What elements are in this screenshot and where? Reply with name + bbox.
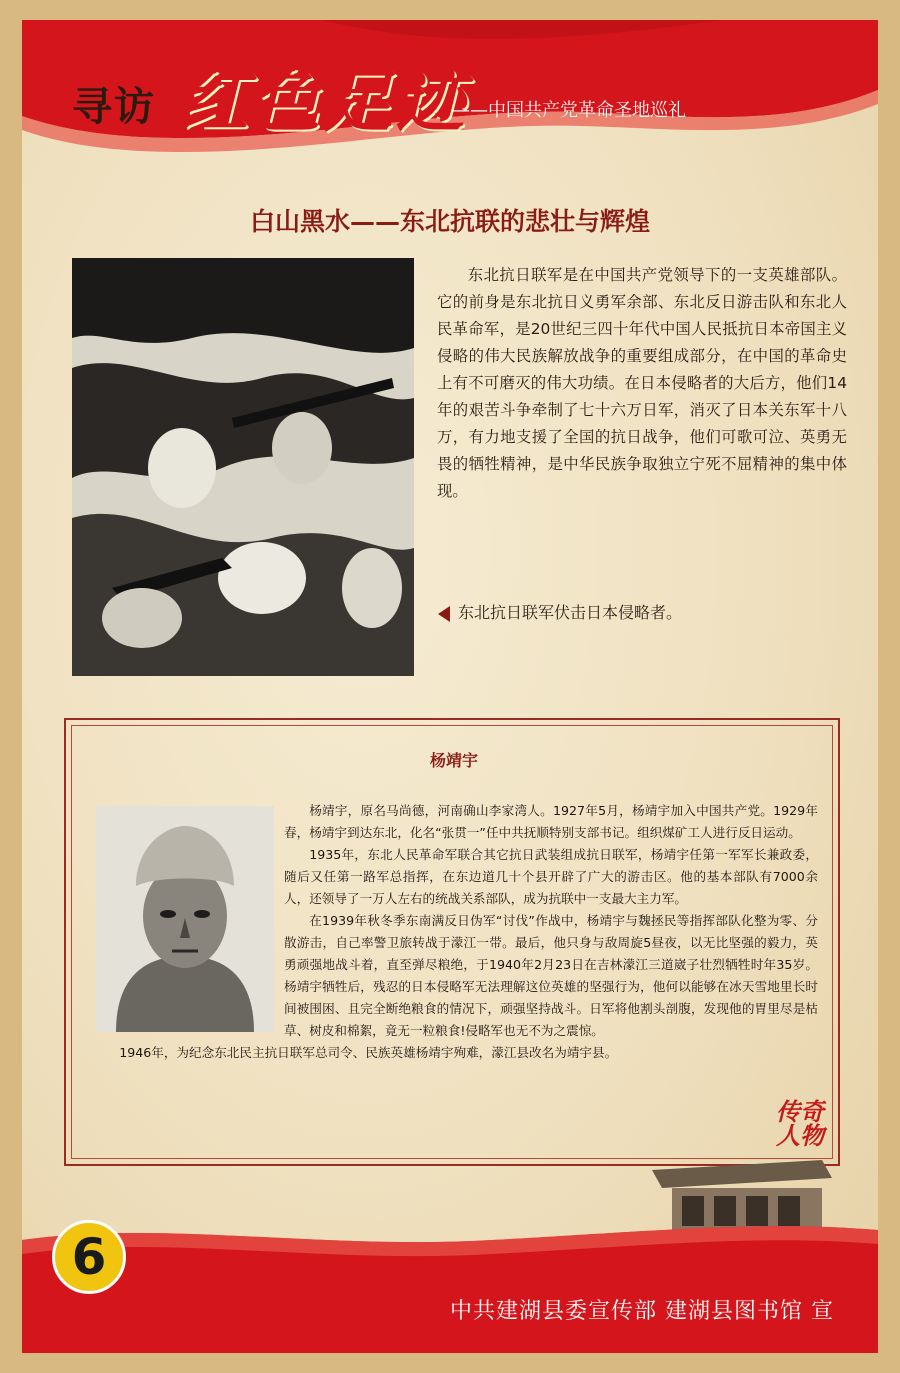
header-title-red: 红色足迹 <box>180 62 469 142</box>
photo-caption <box>438 600 858 623</box>
stamp-line: 传奇 <box>776 1097 824 1126</box>
biography-paragraph: 1946年，为纪念东北民主抗日联军总司令、民族英雄杨靖宇殉难，濛江县改名为靖宇县。 <box>119 1045 618 1060</box>
footer-credit: 中共建湖县委宣传部 建湖县图书馆 宣 <box>450 1299 834 1324</box>
biography-box <box>64 718 840 1166</box>
intro-paragraph: 东北抗日联军是在中国共产党领导下的一支英雄部队。它的前身是东北抗日义勇军余部、东北反日游击队和东北人民革命军，是20世纪三四十年代中国人民抵抗日本帝国主义侵略的伟大民族解放战争的重要组成部分，在中国的革命史上有不可磨灭的伟大功绩。在日本侵略者的大后方，他们14年的艰苦斗争牵制了七十六万日军，消灭了日本关东军十八万，有力地支援了全国的抗日战争，他们可歌可泣、英勇无畏的牺牲精神，是中华民族争取独立宁死不屈精神的集中体现。 <box>437 266 847 500</box>
biography-name: 杨靖宇 <box>429 751 478 770</box>
photo-caption-text: 东北抗日联军伏击日本侵略者。 <box>458 603 683 622</box>
biography-paragraph: 1935年，东北人民革命军联合其它抗日武装组成抗日联军，杨靖宇任第一军军长兼政委，随后又任第一路军总指挥，在东边道几十个县开辟了广大的游击区。他的基本部队有7000余人，还领导了一万人左右的统战关系部队，成为抗联中一支最大主力军。 <box>284 847 818 906</box>
poster-paper <box>22 20 878 1353</box>
stamp-line: 人物 <box>776 1121 824 1150</box>
header-title-black: 寻访 <box>72 84 156 130</box>
ambush-photo <box>72 258 414 676</box>
portrait-spacer <box>94 800 284 1038</box>
biography-text <box>94 800 818 1064</box>
left-arrow-icon <box>438 606 450 622</box>
header-subtitle: ——中国共产党革命圣地巡礼 <box>452 100 686 121</box>
biography-paragraph: 在1939年秋冬季东南满反日伪军“讨伐”作战中，杨靖宇与魏拯民等指挥部队化整为零、分散游击，自己率警卫旅转战于濛江一带。最后，他只身与敌周旋5昼夜，以无比坚强的毅力，英勇顽强地战斗着，直至弹尽粮绝，于1940年2月23日在吉林濛江三道崴子壮烈牺牲时年35岁。杨靖宇牺牲后，残忍的日本侵略军无法理解这位英雄的坚强行为，他何以能够在冰天雪地里长时间被围困、且完全断绝粮食的情况下，顽强坚持战斗。日军将他割头剖腹，发现他的胃里尽是枯草、树皮和棉絮，竟无一粒粮食!侵略军也无不为之震惊。 <box>284 913 818 1038</box>
section-title: 白山黑水——东北抗联的悲壮与辉煌 <box>249 207 650 236</box>
biography-paragraph: 杨靖宇，原名马尚德，河南确山李家湾人。1927年5月，杨靖宇加入中国共产党。1929年春，杨靖宇到达东北，化名“张贯一”任中共抚顺特别支部书记。组织煤矿工人进行反日运动。 <box>284 803 818 840</box>
page-number-badge: 6 <box>52 1220 126 1294</box>
footer-red-band <box>22 1200 878 1353</box>
